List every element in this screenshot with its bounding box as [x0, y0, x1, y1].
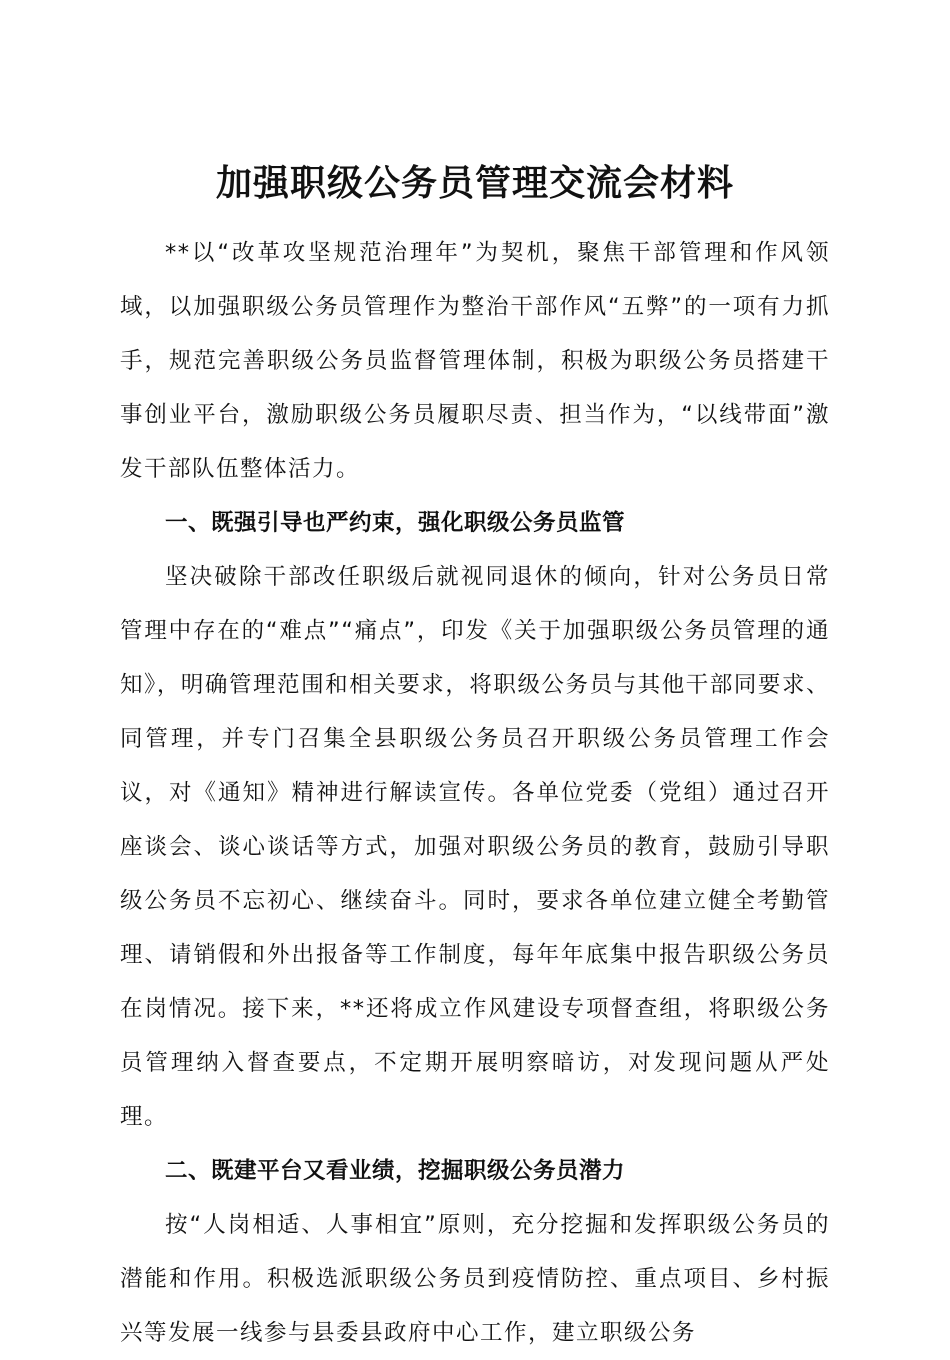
section-2-paragraph: 按“人岗相适、人事相宜”原则，充分挖掘和发挥职级公务员的潜能和作用。积极选派职级公务员到疫情防控、重点项目、乡村振兴等发展一线参与县委县政府中心工作，建立职级公务 [120, 1212, 830, 1346]
section-1-heading: 一、既强引导也严约束，强化职级公务员监管 [165, 510, 626, 536]
document-body [120, 226, 830, 1360]
intro-paragraph: **以“改革攻坚规范治理年”为契机，聚焦干部管理和作风领域，以加强职级公务员管理作为整治干部作风“五弊”的一项有力抓手，规范完善职级公务员监督管理体制，积极为职级公务员搭建干事创业平台，激励职级公务员履职尽责、担当作为，“以线带面”激发干部队伍整体活力。 [120, 240, 830, 482]
document-title: 加强职级公务员管理交流会材料 [215, 162, 734, 205]
section-2-heading: 二、既建平台又看业绩，挖掘职级公务员潜力 [165, 1158, 626, 1184]
section-1-paragraph: 坚决破除干部改任职级后就视同退休的倾向，针对公务员日常管理中存在的“难点”“痛点”，印发《关于加强职级公务员管理的通知》，明确管理范围和相关要求，将职级公务员与其他干部同要求、同管理，并专门召集全县职级公务员召开职级公务员管理工作会议，对《通知》精神进行解读宣传。各单位党委（党组）通过召开座谈会、谈心谈话等方式，加强对职级公务员的教育，鼓励引导职级公务员不忘初心、继续奋斗。同时，要求各单位建立健全考勤管理、请销假和外出报备等工作制度，每年年底集中报告职级公务员在岗情况。接下来，**还将成立作风建设专项督查组，将职级公务员管理纳入督查要点，不定期开展明察暗访，对发现问题从严处理。 [120, 564, 830, 1130]
